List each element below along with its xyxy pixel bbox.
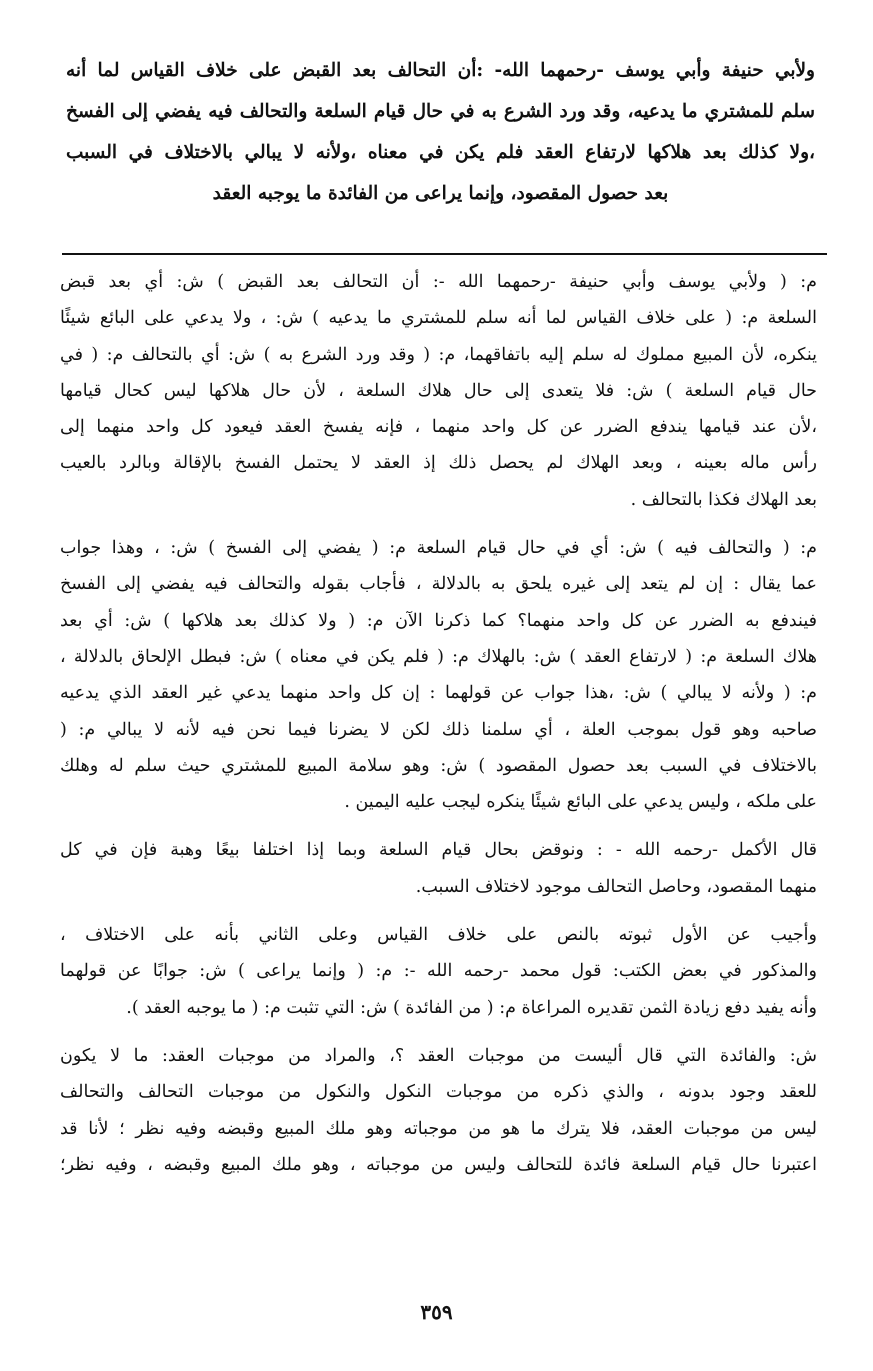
sharh-commentary	[60, 264, 817, 1195]
sharh-line: صاحبه وهو قول بموجب العلة ، أي سلمنا ذلك لكن لا يضرنا فيما نحن فيه لأنه لا يبالي م: (	[60, 719, 817, 740]
sharh-paragraph	[60, 832, 817, 905]
sharh-line: على ملكه ، وليس يدعي على البائع شيئًا ينكره ليجب عليه اليمين .	[344, 792, 817, 813]
matn-line: ولأبي حنيفة وأبي يوسف -رحمهما الله- :أن التحالف بعد القبض على خلاف القياس لما أنه	[66, 60, 815, 81]
sharh-line: قال الأكمل -رحمه الله - : ونوقض بحال قيام السلعة وبما إذا اختلفا بيعًا وهبة فإن في كل	[60, 840, 817, 861]
sharh-line: ينكره، لأن المبيع مملوك له سلم إليه باتفاقهما، م: ( وقد ورد الشرع به ) ش: أي بالتحالف م: ( في	[60, 344, 817, 365]
sharh-line: حال قيام السلعة ) ش: فلا يتعدى إلى حال هلاك السلعة ، لأن حال هلاكها ليس كحال قيامها	[60, 380, 817, 401]
sharh-line: عما يقال : إن لم يتعد إلى غيره يلحق به بالدلالة ، فأجاب بقوله والتحالف فيه يفضي إلى الفسخ	[60, 574, 817, 595]
sharh-line: اعتبرنا حال قيام السلعة فائدة للتحالف وليس من موجباته ، وهو ملك المبيع وقبضه ، وفيه نظر؛	[60, 1154, 817, 1175]
sharh-line: ش: والفائدة التي قال أليست من موجبات العقد ؟، والمراد من موجبات العقد: ما لا يكون	[60, 1045, 817, 1066]
sharh-line: م: ( والتحالف فيه ) ش: أي في حال قيام السلعة م: ( يفضي إلى الفسخ ) ش: ، وهذا جواب	[60, 538, 817, 559]
sharh-line: فيندفع به الضرر عن كل واحد منهما؟ كما ذكرنا الآن م: ( ولا كذلك بعد هلاكها ) ش: أي بعد	[60, 610, 817, 631]
matn-text	[66, 50, 815, 214]
sharh-line: رأس ماله بعينه ، وبعد الهلاك لم يحصل ذلك إذ العقد لا يحتمل الفسخ بالإقالة وبالرد بالعيب	[60, 453, 817, 474]
sharh-paragraph	[60, 264, 817, 518]
sharh-line: وأجيب عن الأول ثبوته بالنص على خلاف القياس وعلى الثاني بأنه على الاختلاف ،	[60, 925, 817, 946]
sharh-line: ،لأن عند قيامها يندفع الضرر عن كل واحد منهما ، فإنه يفسخ العقد فيعود كل واحد منهما إلى	[60, 417, 817, 438]
matn-line: ،ولا كذلك بعد هلاكها لارتفاع العقد فلم يكن في معناه ،ولأنه لا يبالي بالاختلاف في السبب	[66, 142, 815, 163]
matn-line: بعد حصول المقصود، وإنما يراعى من الفائدة ما يوجبه العقد	[212, 183, 669, 204]
sharh-line: وأنه يفيد دفع زيادة الثمن تقديره المراعاة م: ( من الفائدة ) ش: التي تثبت م: ( ما يوجبه العقد ).	[126, 997, 817, 1018]
sharh-paragraph	[60, 917, 817, 1026]
sharh-line: منهما المقصود، وحاصل التحالف موجود لاختلاف السبب.	[415, 876, 817, 897]
sharh-line: م: ( ولأنه لا يبالي ) ش: ،هذا جواب عن قولهما : إن كل واحد منهما يدعي غير العقد الذي يدعيه	[60, 683, 817, 704]
sharh-paragraph	[60, 530, 817, 820]
sharh-line: ليس من موجبات العقد، فلا يترك ما هو من موجباته وهو ملك المبيع وقبضه وفيه نظر ؛ لأنا قد	[60, 1118, 817, 1139]
sharh-line: للعقد وجود بدونه ، والذي ذكره من موجبات النكول والنكول من موجبات التحالف والتحالف	[60, 1082, 817, 1103]
page-number: ٣٥٩	[420, 1300, 453, 1324]
matn-line: سلم للمشتري ما يدعيه، وقد ورد الشرع به في حال قيام السلعة والتحالف فيه يفضي إلى الفسخ	[66, 101, 815, 122]
sharh-line: هلاك السلعة م: ( لارتفاع العقد ) ش: بالهلاك م: ( فلم يكن في معناه ) ش: فبطل الإلحاق بالدلالة ،	[60, 646, 817, 667]
sharh-line: بعد الهلاك فكذا بالتحالف .	[630, 489, 817, 510]
sharh-paragraph	[60, 1038, 817, 1183]
sharh-line: م: ( ولأبي يوسف وأبي حنيفة -رحمهما الله -: أن التحالف بعد القبض ) ش: أي بعد قبض	[60, 272, 817, 292]
separator-rule	[62, 253, 827, 255]
sharh-line: والمذكور في بعض الكتب: قول محمد -رحمه الله -: م: ( وإنما يراعى ) ش: جوابًا عن قولهما	[60, 961, 817, 982]
sharh-line: السلعة م: ( على خلاف القياس لما أنه سلم للمشتري ما يدعيه ) ش: ، ولا يدعي على البائع شيئًا	[60, 308, 817, 329]
sharh-line: بالاختلاف في السبب بعد حصول المقصود ) ش: وهو سلامة المبيع للمشتري حيث سلم له وهلك	[60, 755, 817, 776]
